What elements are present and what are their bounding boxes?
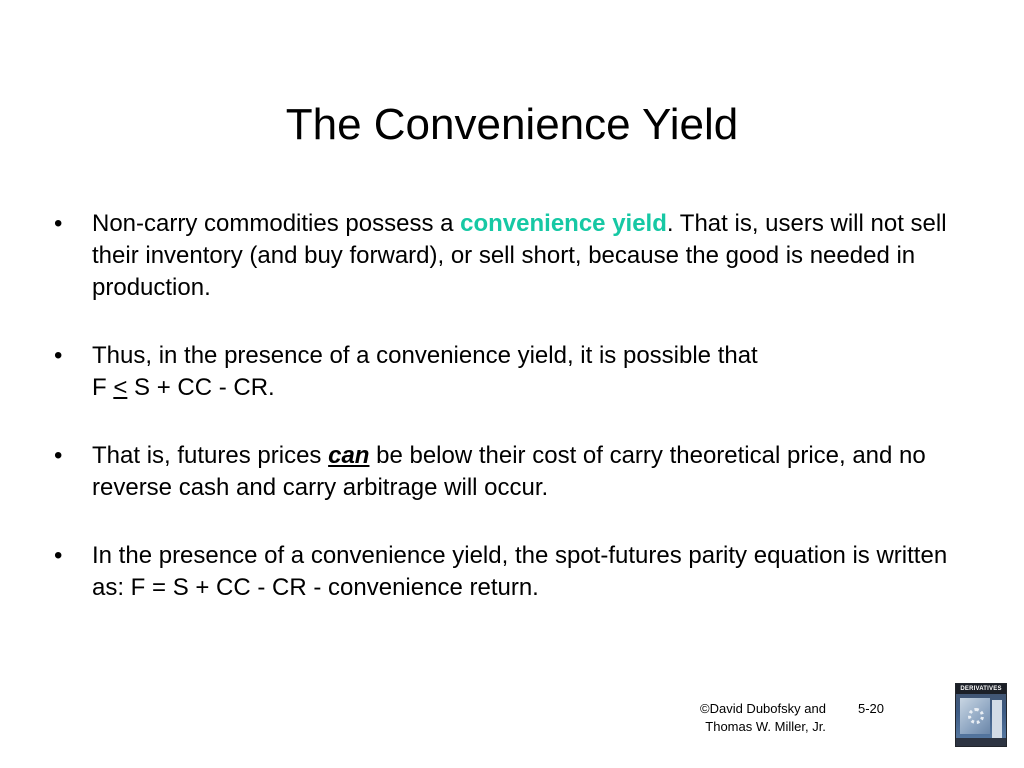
bullet-text: Thus, in the presence of a convenience yield, it is possible that (92, 342, 758, 369)
book-cover-bottom (956, 738, 1006, 746)
bullet-marker: • (54, 342, 63, 369)
bullet-text: That is, futures prices (92, 442, 329, 469)
bullet-item-convenience-yield (52, 208, 982, 304)
highlighted-term: convenience yield (460, 210, 667, 237)
bullet-list (52, 208, 982, 640)
page-number: 5-20 (858, 701, 885, 716)
bullet-marker: • (54, 442, 63, 469)
footer-credit (700, 700, 826, 736)
book-cover-image (955, 683, 1007, 747)
gear-icon (968, 708, 984, 724)
bullet-text: . That is, users will not sell their inventory (and buy forward), or sell short, because the good is needed in production. (92, 210, 947, 301)
bullet-marker: • (54, 210, 63, 237)
emphasized-word: can (328, 442, 370, 469)
slide-title: The Convenience Yield (285, 100, 739, 149)
bullet-text: In the presence of a convenience yield, the spot-futures parity equation is written as: F = S + CC - CR - convenience return. (92, 542, 948, 601)
bullet-item-futures-inequality (52, 340, 982, 404)
bullet-marker: • (54, 542, 63, 569)
bullet-item-futures-below-cost (52, 440, 982, 504)
less-than-or-equal-symbol: < (113, 374, 128, 401)
bullet-item-parity-equation (52, 540, 982, 604)
formula-variable: F (92, 374, 114, 401)
book-cover-strip (992, 700, 1002, 740)
book-cover-title: DERIVATIVES (960, 686, 1002, 692)
footer-credit-line2: Thomas W. Miller, Jr. (705, 719, 826, 734)
bullet-text: Non-carry commodities possess a (92, 210, 461, 237)
formula-expression: S + CC - CR. (127, 374, 275, 401)
footer-credit-line1: ©David Dubofsky and (700, 701, 826, 716)
bullet-text: be below their cost of carry theoretical price, and no reverse cash and carry arbitrage will occur. (92, 442, 926, 501)
